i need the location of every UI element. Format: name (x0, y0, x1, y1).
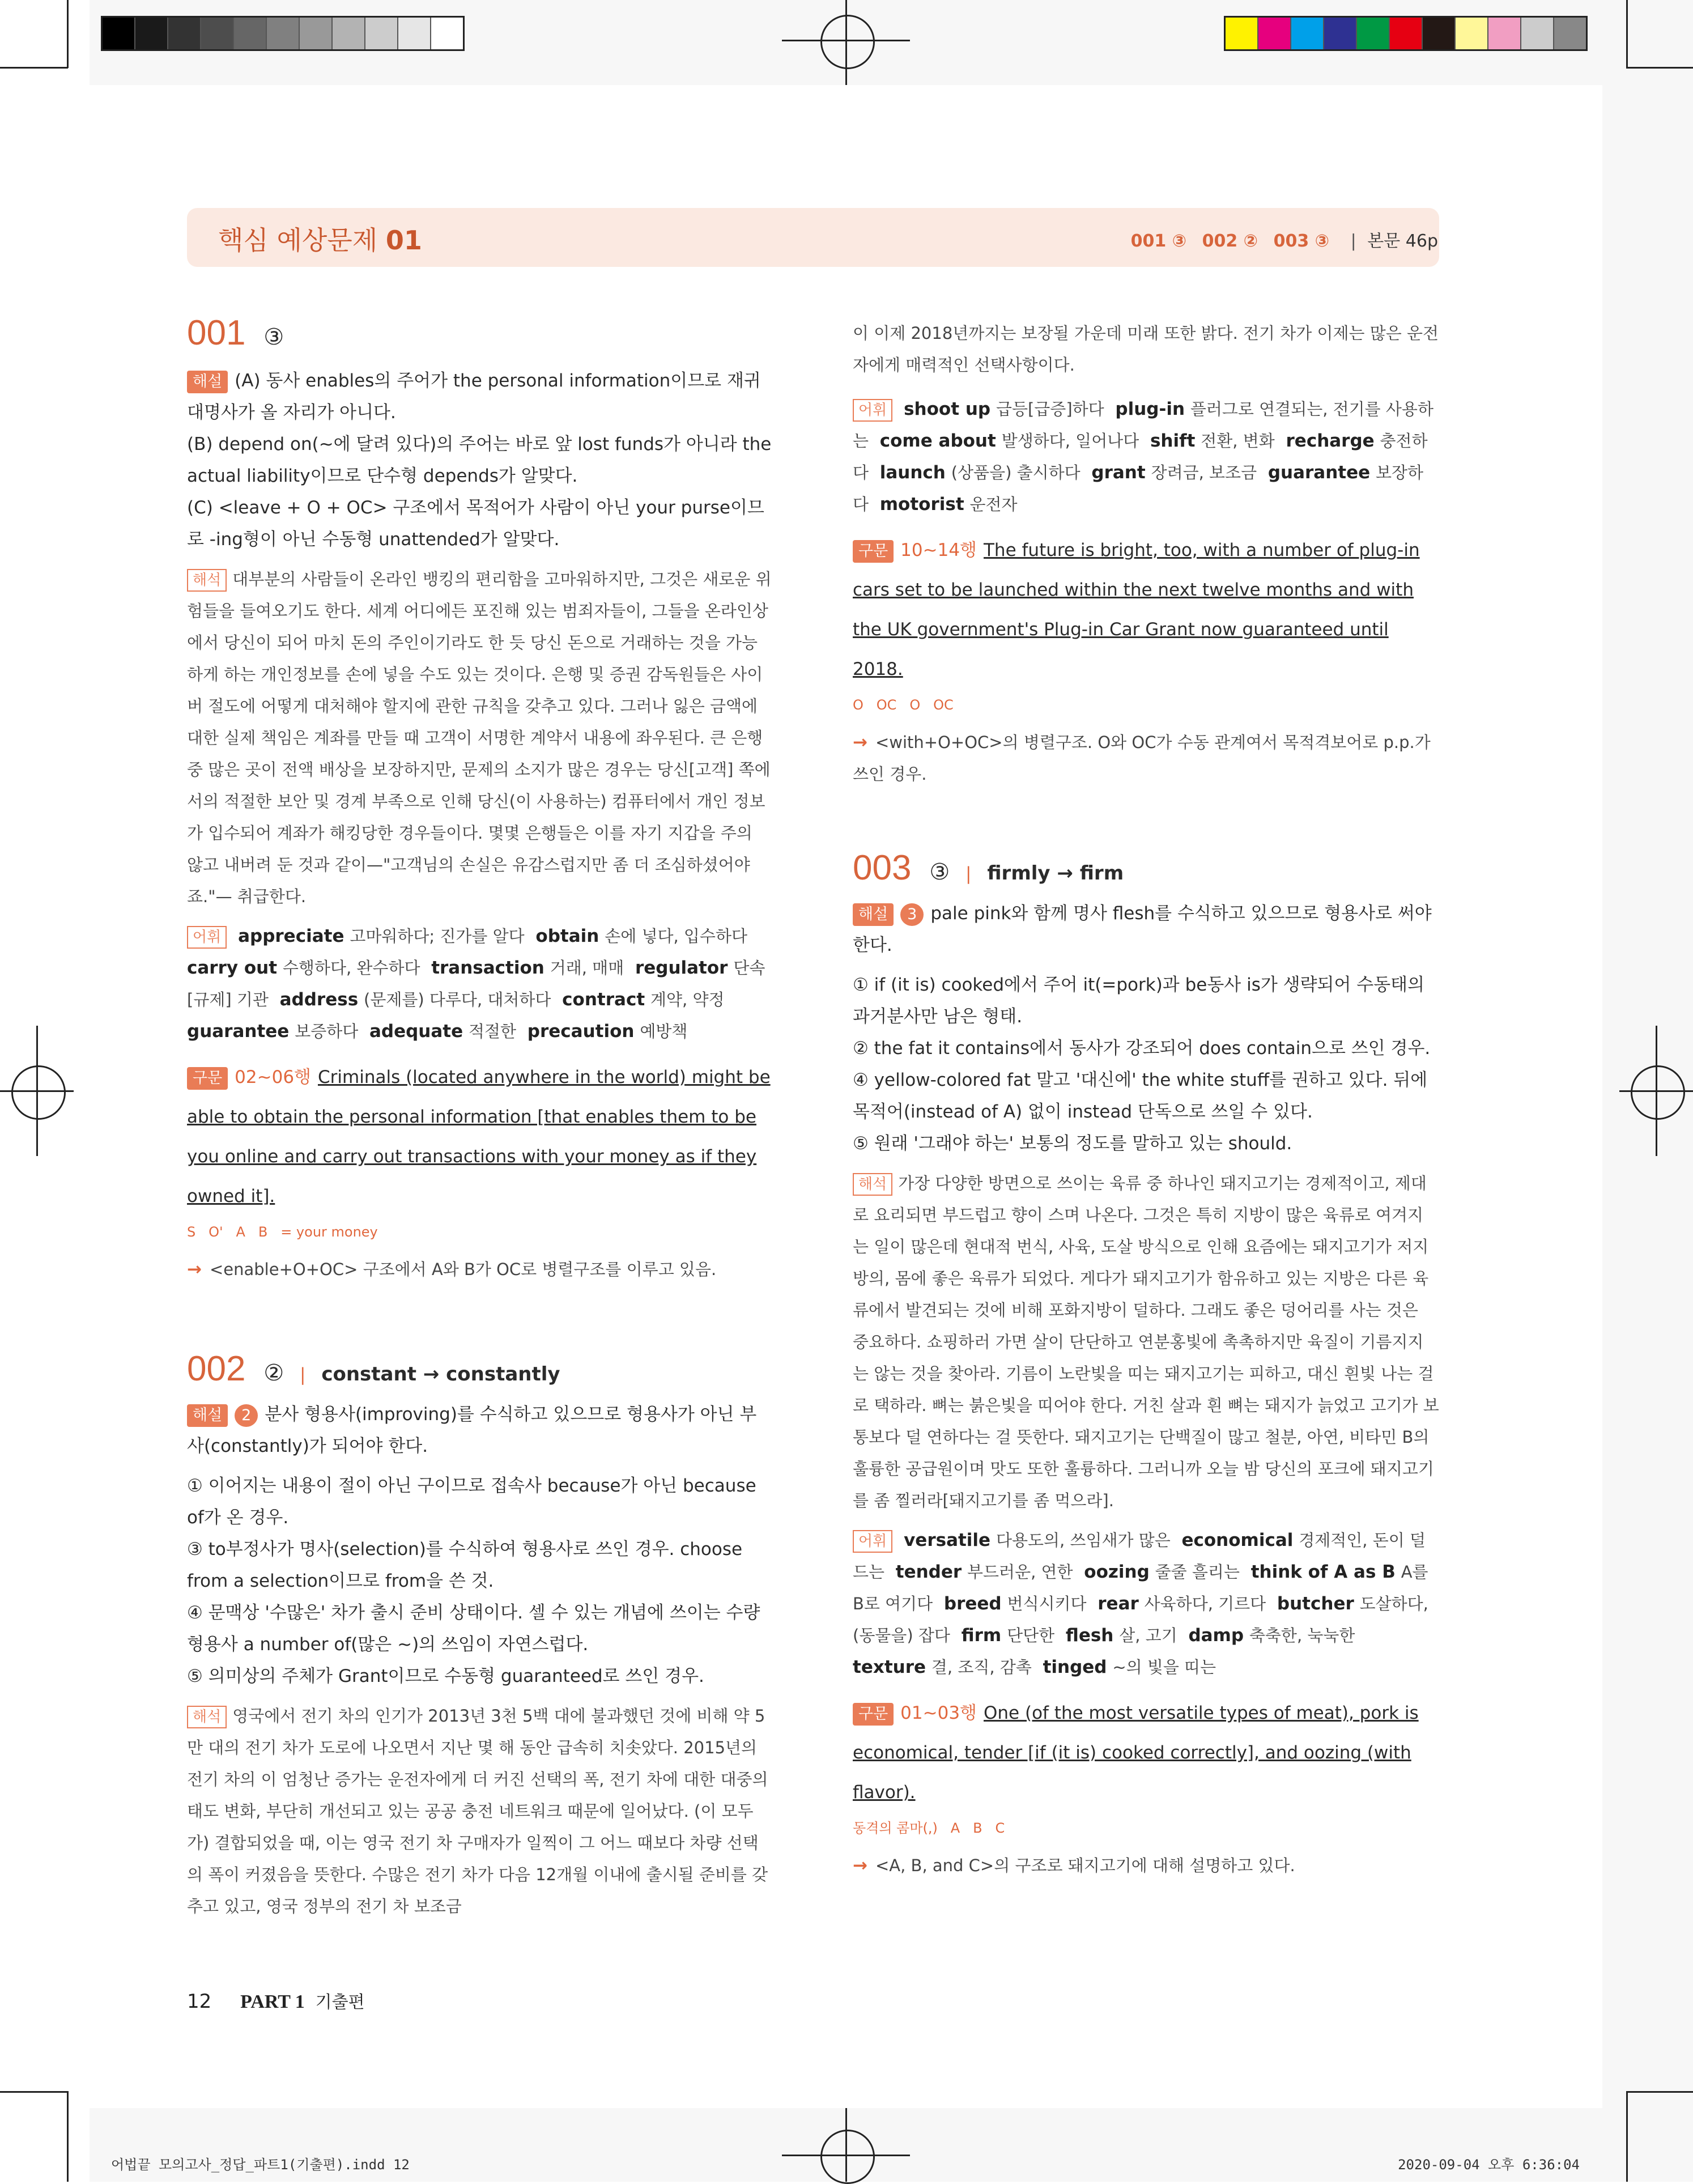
q003-explain-1: ① if (it is) cooked에서 주어 it(=pork)과 be동사 is가 생략되어 수동태의 과거분사만 남은 형태. (853, 975, 1425, 1027)
color-swatch (1291, 18, 1324, 49)
crop-mark (1626, 2091, 1693, 2093)
q001-syntax: 구문 02~06행 Criminals (located anywhere in the world) might be able to obtain the personal information [that enables them to be you online and carry out transactions with your money as if they owned it]. (187, 1067, 771, 1206)
q002-vocab: 어휘 shoot up 급등[급증]하다 plug-in 플러그로 연결되는, 전기를 사용하는 come about 발생하다, 일어나다 shift 전환, 변화 recharge 충전하다 launch (상품을) 출시하다 grant 장려금, 보조금 guarantee 보장하다 motorist 운전자 (853, 399, 1433, 515)
print-slug-file: 어법끝 모의고사_정답_파트1(기출편).indd 12 (111, 2157, 410, 2173)
color-swatch (365, 18, 398, 49)
answer-key: 001 ③ 002 ② 003 ③ | 본문 46p (1130, 231, 1438, 251)
q003-vocab: 어휘 versatile 다용도의, 쓰임새가 많은 economical 경제적인, 돈이 덜 드는 tender 부드러운, 연한 oozing 줄줄 흘리는 think of A as B A를 B로 여기다 breed 번식시키다 rear 사육하다, 기르다 butcher 도살하다, (동물을) 잡다 firm 단단한 flesh 살, 고기 damp 축축한, 눅눅한 texture 결, 조직, 감촉 tinged ~의 빛을 띠는 (853, 1530, 1428, 1677)
page-reference: 본문 46p (1367, 231, 1438, 251)
q001-syntax-labels: S O' A B = your money (187, 1224, 378, 1240)
color-swatch (267, 18, 300, 49)
q002-explain-5: ⑤ 의미상의 주체가 Grant이므로 수동형 guaranteed로 쓰인 경우. (187, 1666, 704, 1686)
crop-mark (1626, 0, 1628, 68)
left-column (187, 313, 773, 1922)
registration-mark-icon (820, 2130, 875, 2184)
q001-explain-c: (C) <leave + O + OC> 구조에서 목적어가 사람이 아닌 your purse이므로 -ing형이 아닌 수동형 unattended가 알맞다. (187, 498, 764, 550)
color-swatch (168, 18, 201, 49)
q003-explain-4: ④ yellow-colored fat 말고 '대신에' the white stuff를 권하고 있다. 뒤에 목적어(instead of A) 없이 instead 단독으로 쓰일 수 있다. (853, 1070, 1428, 1122)
grayscale-color-bar (101, 16, 465, 51)
page-footer (187, 1988, 365, 2013)
arrow-icon: → (853, 1855, 867, 1876)
q003-explain: 해설 3 pale pink와 함께 명사 flesh를 수식하고 있으므로 형용사로 써야 한다. (853, 903, 1432, 955)
crop-mark (845, 2108, 847, 2182)
color-swatch (431, 18, 463, 49)
crop-mark (0, 67, 68, 69)
color-swatch (1521, 18, 1554, 49)
color-swatch (1226, 18, 1258, 49)
q002-explain-3: ③ to부정사가 명사(selection)를 수식하여 형용사로 쓰인 경우. choose from a selection이므로 from을 쓴 것. (187, 1539, 743, 1591)
cmyk-color-bar (1224, 16, 1588, 51)
color-swatch (1324, 18, 1357, 49)
q003-syntax: 구문 01~03행 One (of the most versatile types of meat), pork is economical, tender [if (it is) cooked correctly], and oozing (with flavor). (853, 1703, 1419, 1803)
registration-mark-icon (1631, 1065, 1685, 1120)
color-swatch (1357, 18, 1390, 49)
color-swatch (1390, 18, 1423, 49)
part-label: PART 1 (240, 1991, 305, 2012)
q001-vocab: 어휘 appreciate 고마워하다; 진가를 알다 obtain 손에 넣다, 입수하다 carry out 수행하다, 완수하다 transaction 거래, 매매 regulator 단속[규제] 기관 address (문제를) 다루다, 대처하다 contract 계약, 약정 guarantee 보증하다 adequate 적절한 precaution 예방책 (187, 926, 765, 1042)
q001-translation: 해석 대부분의 사람들이 온라인 뱅킹의 편리함을 고마워하지만, 그것은 새로운 위험들을 들여오기도 한다. 세계 어디에든 포진해 있는 범죄자들이, 그들을 온라인상에서 당신이 되어 마치 돈의 주인이기라도 한 듯 당신 돈으로 거래하는 것을 가능하게 하는 개인정보를 손에 넣을 수도 있는 것이다. 은행 및 증권 감독원들은 사이버 절도에 어떻게 대처해야 할지에 관한 규칙을 갖추고 있다. 그러나 잃은 금액에 대한 실제 책임은 계좌를 만들 때 고객이 서명한 계약서 내용에 좌우된다. 큰 은행 중 많은 곳이 전액 배상을 보장하지만, 문제의 소지가 많은 경우는 당신[고객] 쪽에서의 적절한 보안 및 경계 부족으로 인해 당신(이 사용하는) 컴퓨터에서 개인 정보가 입수되어 계좌가 해킹당한 경우들이다. 몇몇 은행들은 이를 자기 지갑을 주의 않고 내버려 둔 것과 같이—"고객님의 손실은 유감스럽지만 좀 더 조심하셨어야죠."— 취급한다. (187, 570, 772, 906)
crop-mark (36, 1026, 38, 1156)
q002-explain-1: ① 이어지는 내용이 절이 아닌 구이므로 접속사 because가 아닌 because of가 온 경우. (187, 1476, 756, 1528)
color-swatch (103, 18, 135, 49)
registration-mark-icon (11, 1065, 66, 1120)
crop-mark (1626, 2091, 1628, 2182)
q002-syntax: 구문 10~14행 The future is bright, too, with a number of plug-in cars set to be launched within the next twelve months and with the UK government's Plug-in Car Grant now guaranteed until 2018. (853, 540, 1420, 679)
q002-syntax-note: → <with+O+OC>의 병렬구조. O와 OC가 수동 관계여서 목적격보어로 p.p.가 쓰인 경우. (853, 732, 1431, 784)
arrow-icon: → (187, 1259, 202, 1280)
section-label: 기출편 (315, 1992, 365, 2012)
q001-heading: 001 ③ (187, 313, 284, 352)
crop-mark (0, 2091, 68, 2093)
color-swatch (398, 18, 431, 49)
q003-explain-5: ⑤ 원래 '그래야 하는' 보통의 정도를 말하고 있는 should. (853, 1133, 1292, 1154)
color-swatch (1554, 18, 1586, 49)
q003-syntax-note: → <A, B, and C>의 구조로 돼지고기에 대해 설명하고 있다. (853, 1855, 1295, 1876)
q002-syntax-labels: O OC O OC (853, 697, 954, 713)
q001-explain: 해설 (A) 동사 enables의 주어가 the personal information이므로 재귀대명사가 올 자리가 아니다. (187, 371, 761, 423)
q001-explain-b: (B) depend on(~에 달려 있다)의 주어는 바로 앞 lost funds가 아니라 the actual liability이므로 단수형 depends가 알맞다. (187, 434, 772, 486)
registration-mark-icon (820, 15, 875, 69)
answer-001: 001 ③ (1130, 231, 1187, 251)
color-swatch (135, 18, 168, 49)
color-swatch (1258, 18, 1291, 49)
color-swatch (1456, 18, 1488, 49)
color-swatch (201, 18, 234, 49)
q003-translation: 해석 가장 다양한 방면으로 쓰이는 육류 중 하나인 돼지고기는 경제적이고, 제대로 요리되면 부드럽고 향이 스며 나온다. 그것은 특히 지방이 많은 육류로 여겨지는 일이 많은데 현대적 번식, 사육, 도살 방식으로 인해 요즘에는 돼지고기가 저지방의, 몸에 좋은 육류가 되었다. 게다가 돼지고기가 함유하고 있는 지방은 다른 육류에서 발견되는 것에 비해 포화지방이 덜하다. 그래도 좋은 덩어리를 사는 것은 중요하다. 쇼핑하러 가면 살이 단단하고 연분홍빛에 촉촉하지만 육질이 기름지지는 않는 것을 찾아라. 기름이 노란빛을 띠는 돼지고기는 피하고, 대신 흰빛 나는 걸로 택하라. 뼈는 붉은빛을 띠어야 한다. 거친 살과 흰 뼈는 돼지가 늙었고 고기가 보통보다 덜 연하다는 걸 뜻한다. 돼지고기는 단백질이 많고 철분, 아연, 비타민 B의 훌륭한 공급원이며 맛도 또한 훌륭하다. 그러니까 오늘 밤 당신의 포크에 돼지고기를 좀 찔러라[돼지고기를 좀 먹으라]. (853, 1174, 1439, 1510)
q003-explain-2: ② the fat it contains에서 동사가 강조되어 does contain으로 쓰인 경우. (853, 1038, 1431, 1059)
crop-mark (67, 2091, 69, 2182)
color-swatch (333, 18, 365, 49)
q001-syntax-note: → <enable+O+OC> 구조에서 A와 B가 OC로 병렬구조를 이루고 있음. (187, 1259, 717, 1280)
q002-explain-4: ④ 문맥상 '수많은' 차가 출시 준비 상태이다. 셀 수 있는 개념에 쓰이는 수량형용사 a number of(많은 ~)의 쓰임이 자연스럽다. (187, 1603, 760, 1655)
color-swatch (1423, 18, 1456, 49)
q002-translation: 해석 영국에서 전기 차의 인기가 2013년 3천 5백 대에 불과했던 것에 비해 약 5만 대의 전기 차가 도로에 나오면서 지난 몇 해 동안 급속히 치솟았다. 2015년의 전기 차의 이 엄청난 증가는 운전자에게 더 커진 선택의 폭, 전기 차에 대한 대중의 태도 변화, 부단히 개선되고 있는 공공 충전 네트워크 때문에 일어났다. (이 모두가) 결합되었을 때, 이는 영국 전기 차 구매자가 일찍이 그 어느 때보다 차량 선택의 폭이 커졌음을 뜻한다. 수많은 전기 차가 다음 12개월 이내에 출시될 준비를 갖추고 있고, 영국 정부의 전기 차 보조금 (187, 1706, 768, 1916)
color-swatch (300, 18, 333, 49)
q002-heading: 002 ② | constant → constantly (187, 1349, 560, 1388)
color-swatch (1488, 18, 1521, 49)
arrow-icon: → (853, 732, 867, 753)
answer-003: 003 ③ (1273, 231, 1330, 251)
q002-translation-cont: 이 이제 2018년까지는 보장될 가운데 미래 또한 밝다. 전기 차가 이제는 많은 운전자에게 매력적인 선택사항이다. (853, 324, 1439, 375)
crop-mark (1656, 1026, 1657, 1156)
print-slug-date: 2020-09-04 오후 6:36:04 (1398, 2157, 1580, 2173)
q002-explain: 해설 2 분사 형용사(improving)를 수식하고 있으므로 형용사가 아닌 부사(constantly)가 되어야 한다. (187, 1404, 757, 1456)
q003-heading: 003 ③ | firmly → firm (853, 848, 1124, 887)
crop-mark (1626, 67, 1693, 69)
crop-mark (67, 0, 69, 68)
answer-002: 002 ② (1202, 231, 1258, 251)
color-swatch (234, 18, 267, 49)
crop-mark (845, 0, 847, 85)
page-number: 12 (187, 1990, 212, 2013)
right-column (853, 317, 1439, 1881)
page-title: 핵심 예상문제 01 (218, 225, 422, 256)
q003-syntax-labels: 동격의 콤마(,) A B C (853, 1820, 1005, 1836)
